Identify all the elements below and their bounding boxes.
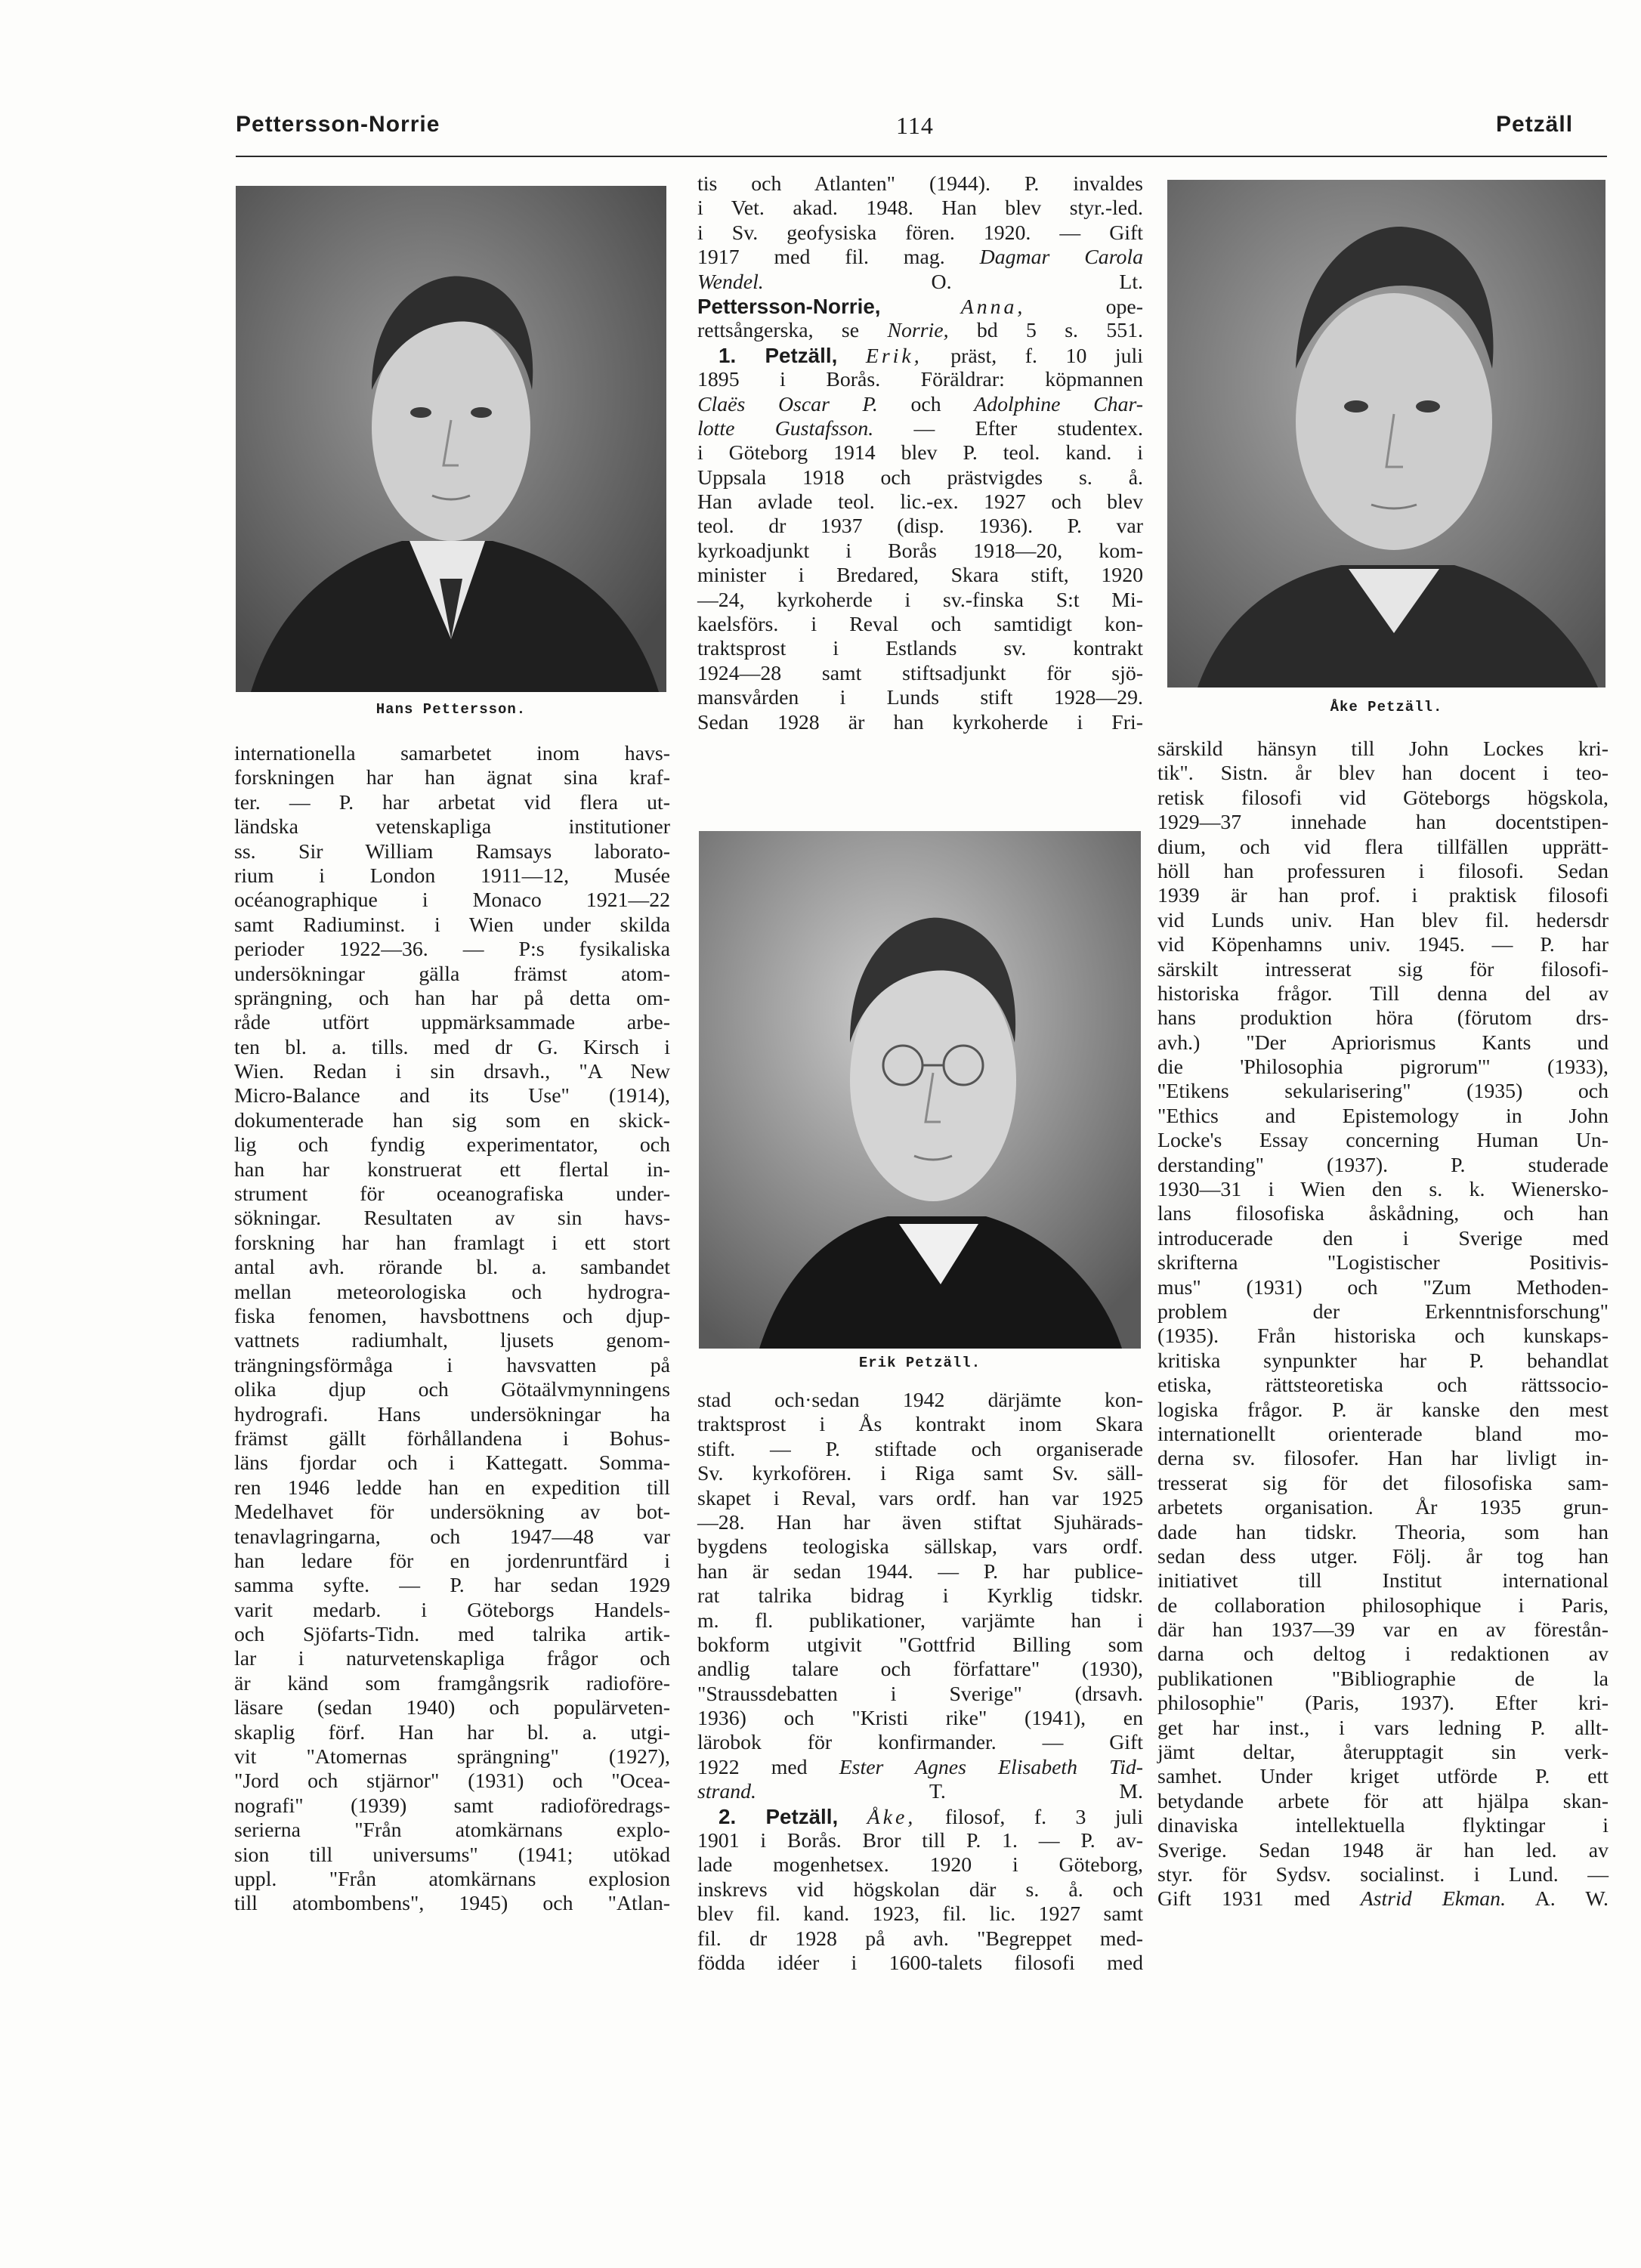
text-line: strument för oceanografiska under- — [234, 1182, 670, 1207]
entry-head-line — [697, 344, 1143, 368]
text-line: derna sv. filosofer. Han har livligt in- — [1157, 1447, 1609, 1471]
wife-name: Dagmar Carola — [979, 246, 1143, 270]
author-signature: T. M. — [929, 1780, 1144, 1804]
text-line: Micro-Balance and its Use" (1914), — [234, 1084, 670, 1108]
text-line: Wien. Redan i sin drsavh., "A New — [234, 1060, 670, 1084]
text-line: retisk filosofi vid Göteborgs högskola, — [1157, 786, 1609, 810]
text-fragment: — Efter studentex. — [913, 416, 1143, 440]
text-line: där han 1937—39 var en av förestån- — [1157, 1618, 1609, 1642]
entry-given-name: Anna, — [960, 295, 1026, 319]
text-line: betydande arbete för att hjälpa skan- — [1157, 1789, 1609, 1813]
text-line: teol. dr 1937 (disp. 1936). P. var — [697, 514, 1143, 539]
text-line: uppl. "Från atomkärnans explosion — [234, 1867, 670, 1891]
text-line: arbetets organisation. År 1935 grun- — [1157, 1496, 1609, 1520]
text-line: styr. för Sydsv. socialinst. i Lund. — — [1157, 1862, 1609, 1886]
text-line: introducerade den i Sverige med — [1157, 1226, 1609, 1250]
text-line: initiativet till Institut international — [1157, 1569, 1609, 1593]
text-column-1 — [234, 742, 670, 1917]
text-line: historiska frågor. Till denna del av — [1157, 981, 1609, 1006]
text-line: tik". Sistn. år blev han docent i teo- — [1157, 762, 1609, 786]
text-line: stift. — P. stiftade och organiserade — [697, 1437, 1143, 1461]
text-line: samt Radiuminst. i Wien under skilda — [234, 913, 670, 937]
text-line: kyrkoadjunkt i Borås 1918—20, kom- — [697, 539, 1143, 563]
text-line: m. fl. publikationer, varjämte han i — [697, 1608, 1143, 1633]
text-line: blev fil. kand. 1923, fil. lic. 1927 samt — [697, 1902, 1143, 1927]
text-line: internationella samarbetet inom havs- — [234, 742, 670, 765]
text-line: dade han tidskr. Theoria, som han — [1157, 1520, 1609, 1544]
text-line: problem der Erkenntnisforschung" — [1157, 1299, 1609, 1324]
header-rule — [236, 156, 1607, 157]
text-line: främst gällt förhållandena i Bohus- — [234, 1426, 670, 1451]
text-line: 1930—31 i Wien den s. k. Wienersko- — [1157, 1178, 1609, 1202]
entry-headword: 1. Petzäll, — [719, 343, 838, 367]
text-line — [697, 393, 1143, 417]
entry-head-line — [697, 1805, 1143, 1829]
text-line: darna och deltog i redaktionen av — [1157, 1642, 1609, 1667]
text-line: ter. — P. har arbetat vid flera ut- — [234, 790, 670, 814]
author-signature: A. W. — [1534, 1887, 1609, 1911]
text-line: forskningen har han ägnat sina kraf- — [234, 766, 670, 790]
text-line: Sv. kyrkoförен. i Riga samt Sv. säll- — [697, 1462, 1143, 1486]
text-line — [697, 1756, 1143, 1780]
text-line — [697, 319, 1143, 343]
text-line: ss. Sir William Ramsays laborato- — [234, 839, 670, 864]
text-fragment: Gift 1931 med — [1157, 1887, 1361, 1911]
parent-name: Claës Oscar P. — [697, 392, 878, 416]
text-line: är känd som framgångsrik radioföre- — [234, 1671, 670, 1695]
text-line: die 'Philosophia pigrorum'" (1933), — [1157, 1055, 1609, 1080]
text-fragment: filosof, f. 3 juli — [944, 1805, 1144, 1829]
portrait-photo-ake-petzall — [1167, 180, 1605, 688]
text-line: publikationen "Bibliographie de la — [1157, 1667, 1609, 1691]
text-line: sion till universums" (1941; utökad — [234, 1843, 670, 1867]
text-line: hans produktion höra (förutom drs- — [1157, 1006, 1609, 1030]
text-block — [1157, 737, 1609, 1887]
text-line: get har inst., i vars ledning P. allt- — [1157, 1716, 1609, 1740]
portrait-photo-erik-petzall — [699, 831, 1141, 1349]
text-line: samma syfte. — P. har sedan 1929 — [234, 1574, 670, 1598]
text-column-3 — [1157, 737, 1609, 1912]
text-line: undersökningar gälla främst atom- — [234, 962, 670, 986]
figure-caption-1: Hans Pettersson. — [375, 701, 527, 718]
wife-name-cont: strand. — [697, 1780, 757, 1804]
text-line: ren 1946 ledde han en expedition till — [234, 1475, 670, 1500]
text-line: traktsprost i Ås kontrakt inom Skara — [697, 1413, 1143, 1437]
text-line: lade mogenhetsex. 1920 i Göteborg, — [697, 1853, 1143, 1877]
text-fragment: rettsångerska, se — [697, 319, 860, 343]
text-fragment: 1922 med — [697, 1755, 839, 1779]
entry-headword: 2. Petzäll, — [719, 1804, 839, 1828]
entry-head-line — [697, 295, 1143, 319]
text-line: sökningar. Resultaten av sin havs- — [234, 1207, 670, 1231]
text-line: dium, och vid flera tillfällen upprätt- — [1157, 835, 1609, 859]
text-line: dinaviska intellektuella flyktingar i — [1157, 1814, 1609, 1838]
text-fragment: och — [910, 392, 941, 416]
cross-reference: Norrie, — [887, 319, 949, 343]
text-line: rat talrika bidrag i Kyrklig tidskr. — [697, 1584, 1143, 1608]
text-line: han är sedan 1944. — P. har publice- — [697, 1559, 1143, 1584]
text-line: 1936) och "Kristi rike" (1941), en — [697, 1707, 1143, 1731]
text-line: födda idéer i 1600-talets filosofi med — [697, 1951, 1143, 1975]
page-number: 114 — [896, 112, 934, 139]
text-line: mellan meteorologiska och hydrogra- — [234, 1280, 670, 1304]
text-line: i Vet. akad. 1948. Han blev styr.-led. — [697, 196, 1143, 221]
text-line: ten bl. a. tills. med dr G. Kirsch i — [234, 1035, 670, 1059]
text-line: råde utfört uppmärksammade arbe- — [234, 1011, 670, 1035]
text-fragment: bd 5 s. 551. — [976, 319, 1143, 343]
text-line: —24, kyrkoherde i sv.-finska S:t Mi- — [697, 588, 1143, 612]
text-line: han har konstruerat ett flertal in- — [234, 1157, 670, 1182]
running-head-left: Pettersson-Norrie — [236, 112, 440, 137]
text-line: särskilt intresserat sig för filosofi- — [1157, 957, 1609, 981]
wife-name-cont: Wendel. — [697, 270, 764, 294]
text-line: trängningsförmåga i havsvatten på — [234, 1353, 670, 1377]
text-fragment: 1917 med fil. mag. — [697, 246, 980, 270]
text-line: Sedan 1928 är han kyrkoherde i Fri- — [697, 710, 1143, 734]
parent-name: lotte Gustafsson. — [697, 416, 874, 440]
text-line: lig och fyndig experimentator, och — [234, 1133, 670, 1157]
text-line: (1935). Från historiska och kunskaps- — [1157, 1324, 1609, 1349]
text-line: sedan dess utger. Följ. år tog han — [1157, 1544, 1609, 1568]
text-line: perioder 1922—36. — P:s fysikaliska — [234, 938, 670, 962]
text-line: océanographique i Monaco 1921—22 — [234, 888, 670, 913]
text-line: vit "Atomernas sprängning" (1927), — [234, 1745, 670, 1769]
figure-caption-2: Erik Petzäll. — [858, 1355, 981, 1371]
text-line: traktsprost i Estlands sv. kontrakt — [697, 637, 1143, 661]
text-line: Locke's Essay concerning Human Un- — [1157, 1129, 1609, 1153]
text-column-2-lower — [697, 1389, 1143, 1976]
text-line: "Ethics and Epistemology in John — [1157, 1104, 1609, 1128]
text-line: 1895 i Borås. Föräldrar: köpmannen — [697, 368, 1143, 392]
text-line — [697, 246, 1143, 270]
text-line: avh.) "Der Apriorismus Kants und — [1157, 1030, 1609, 1055]
text-column-2-upper — [697, 172, 1143, 735]
text-block — [697, 1829, 1143, 1976]
text-line: och Sjöfarts-Tidn. med talrika artik- — [234, 1623, 670, 1647]
text-line: särskild hänsyn till John Lockes kri- — [1157, 737, 1609, 761]
text-line: hydrografi. Hans undersökningar ha — [234, 1402, 670, 1426]
text-fragment: präst, f. 10 juli — [950, 344, 1143, 368]
text-line: vattnets radiumhalt, ljusets genom- — [234, 1329, 670, 1353]
text-line: fiska fenomen, havsbottnens och djup- — [234, 1304, 670, 1328]
text-line: etiska, rättsteoretiska och rättssocio- — [1157, 1373, 1609, 1398]
text-line: —28. Han har även stiftat Sjuhärads- — [697, 1510, 1143, 1534]
wife-name: Astrid Ekman. — [1360, 1887, 1507, 1911]
text-line: philosophie" (Paris, 1937). Efter kri- — [1157, 1692, 1609, 1716]
text-line: antal avh. rörande bl. a. sambandet — [234, 1256, 670, 1280]
entry-given-name: Åke, — [867, 1805, 916, 1829]
text-line: inskrevs vid högskolan där s. å. och — [697, 1877, 1143, 1902]
text-line: 1924—28 samt stiftsadjunkt för sjö- — [697, 661, 1143, 685]
text-line: internationellt orienterade bland mo- — [1157, 1422, 1609, 1446]
parent-name: Adolphine Char- — [974, 392, 1143, 416]
text-line — [697, 1780, 1143, 1804]
text-line: 1901 i Borås. Bror till P. 1. — P. av- — [697, 1829, 1143, 1853]
text-line: lans filosofiska åskådning, och han — [1157, 1202, 1609, 1226]
text-fragment: ope- — [1105, 295, 1143, 319]
text-line: mansvården i Lunds stift 1928—29. — [697, 686, 1143, 710]
text-line — [697, 417, 1143, 441]
text-line: de collaboration philosophique i Paris, — [1157, 1593, 1609, 1618]
text-line: skaplig förf. Han har bl. a. utgi- — [234, 1720, 670, 1744]
text-line: "Straussdebatten i Sverige" (drsavh. — [697, 1682, 1143, 1706]
text-line: "Jord och stjärnor" (1931) och "Ocea- — [234, 1769, 670, 1794]
figure-caption-3: Åke Petzäll. — [1330, 699, 1443, 715]
text-line: andlig talare och författare" (1930), — [697, 1658, 1143, 1682]
text-line: höll han professuren i filosofi. Sedan — [1157, 859, 1609, 883]
text-line: bygdens teologiska sällskap, vars ordf. — [697, 1535, 1143, 1559]
text-line: vid Köpenhamns univ. 1945. — P. har — [1157, 933, 1609, 957]
text-line: serierna "Från atomkärnans explo- — [234, 1818, 670, 1843]
text-line: ländska vetenskapliga institutioner — [234, 815, 670, 839]
text-line: logiska frågor. P. är kanske den mest — [1157, 1398, 1609, 1422]
text-line: kaelsförs. i Reval och samtidigt kon- — [697, 613, 1143, 637]
text-line: lärobok för konfirmander. — Gift — [697, 1731, 1143, 1755]
text-line: fil. dr 1928 på avh. "Begreppet med- — [697, 1927, 1143, 1951]
text-line: rium i London 1911—12, Musée — [234, 864, 670, 888]
text-line: läns fjordar och i Kattegatt. Somma- — [234, 1451, 670, 1475]
text-line: stad och·sedan 1942 därjämte kon- — [697, 1389, 1143, 1412]
text-line: i Sv. geofysiska fören. 1920. — Gift — [697, 221, 1143, 245]
text-line: Uppsala 1918 och prästvigdes s. å. — [697, 465, 1143, 490]
text-line: i Göteborg 1914 blev P. teol. kand. i — [697, 441, 1143, 465]
text-line: dokumenterade han sig som en skick- — [234, 1108, 670, 1132]
text-line: skrifterna "Logistischer Positivis- — [1157, 1251, 1609, 1275]
text-line: varit medarb. i Göteborgs Handels- — [234, 1598, 670, 1622]
text-line: tis och Atlanten" (1944). P. invaldes — [697, 172, 1143, 196]
running-head-right: Petzäll — [1496, 112, 1574, 137]
text-block — [697, 1389, 1143, 1756]
text-line: mus" (1931) och "Zum Methoden- — [1157, 1275, 1609, 1299]
text-line: vid Lunds univ. Han blev fil. hedersdr — [1157, 908, 1609, 932]
text-line: 1929—37 innehade han docentstipen- — [1157, 811, 1609, 835]
text-line: sprängning, och han har på detta om- — [234, 986, 670, 1010]
text-line: samhet. Under kriget utförde P. ett — [1157, 1765, 1609, 1789]
text-line: Han avlade teol. lic.-ex. 1927 och blev — [697, 490, 1143, 514]
text-line: 1939 är han prof. i praktisk filosofi — [1157, 884, 1609, 908]
text-line: tresserat sig för det filosofiska sam- — [1157, 1471, 1609, 1495]
wife-name: Ester Agnes Elisabeth Tid- — [839, 1755, 1143, 1779]
text-line: tenavlagringarna, och 1947—48 var — [234, 1525, 670, 1549]
text-line: Medelhavet för undersökning av bot- — [234, 1500, 670, 1525]
text-line: bokform utgivit "Gottfrid Billing som — [697, 1633, 1143, 1657]
text-line: Sverige. Sedan 1948 är han led. av — [1157, 1838, 1609, 1862]
text-line — [697, 270, 1143, 295]
author-signature: O. Lt. — [931, 270, 1144, 294]
text-line — [1157, 1887, 1609, 1911]
text-line: läsare (sedan 1940) och populärveten- — [234, 1696, 670, 1720]
text-line: till atombombens", 1945) och "Atlan- — [234, 1892, 670, 1916]
text-line: lar i naturvetenskapliga frågor och — [234, 1647, 670, 1671]
entry-given-name: Erik, — [865, 344, 922, 368]
text-line: forskning har han framlagt i ett stort — [234, 1231, 670, 1255]
text-line: minister i Bredared, Skara stift, 1920 — [697, 564, 1143, 588]
text-line: derstanding" (1937). P. studerade — [1157, 1153, 1609, 1177]
text-line: han ledare för en jordenruntfärd i — [234, 1549, 670, 1573]
text-line: olika djup och Götaälvmynningens — [234, 1378, 670, 1402]
text-line: skapet i Reval, vars ordf. han var 1925 — [697, 1486, 1143, 1510]
text-line: nografi" (1939) samt radioföredrags- — [234, 1794, 670, 1818]
text-line: kritiska synpunkter har P. behandlat — [1157, 1349, 1609, 1373]
entry-headword: Pettersson-Norrie, — [697, 294, 881, 318]
text-line: jämt deltar, återupptagit sin verk- — [1157, 1741, 1609, 1765]
portrait-photo-hans-pettersson — [236, 186, 666, 692]
text-line: "Etikens sekularisering" (1935) och — [1157, 1080, 1609, 1104]
